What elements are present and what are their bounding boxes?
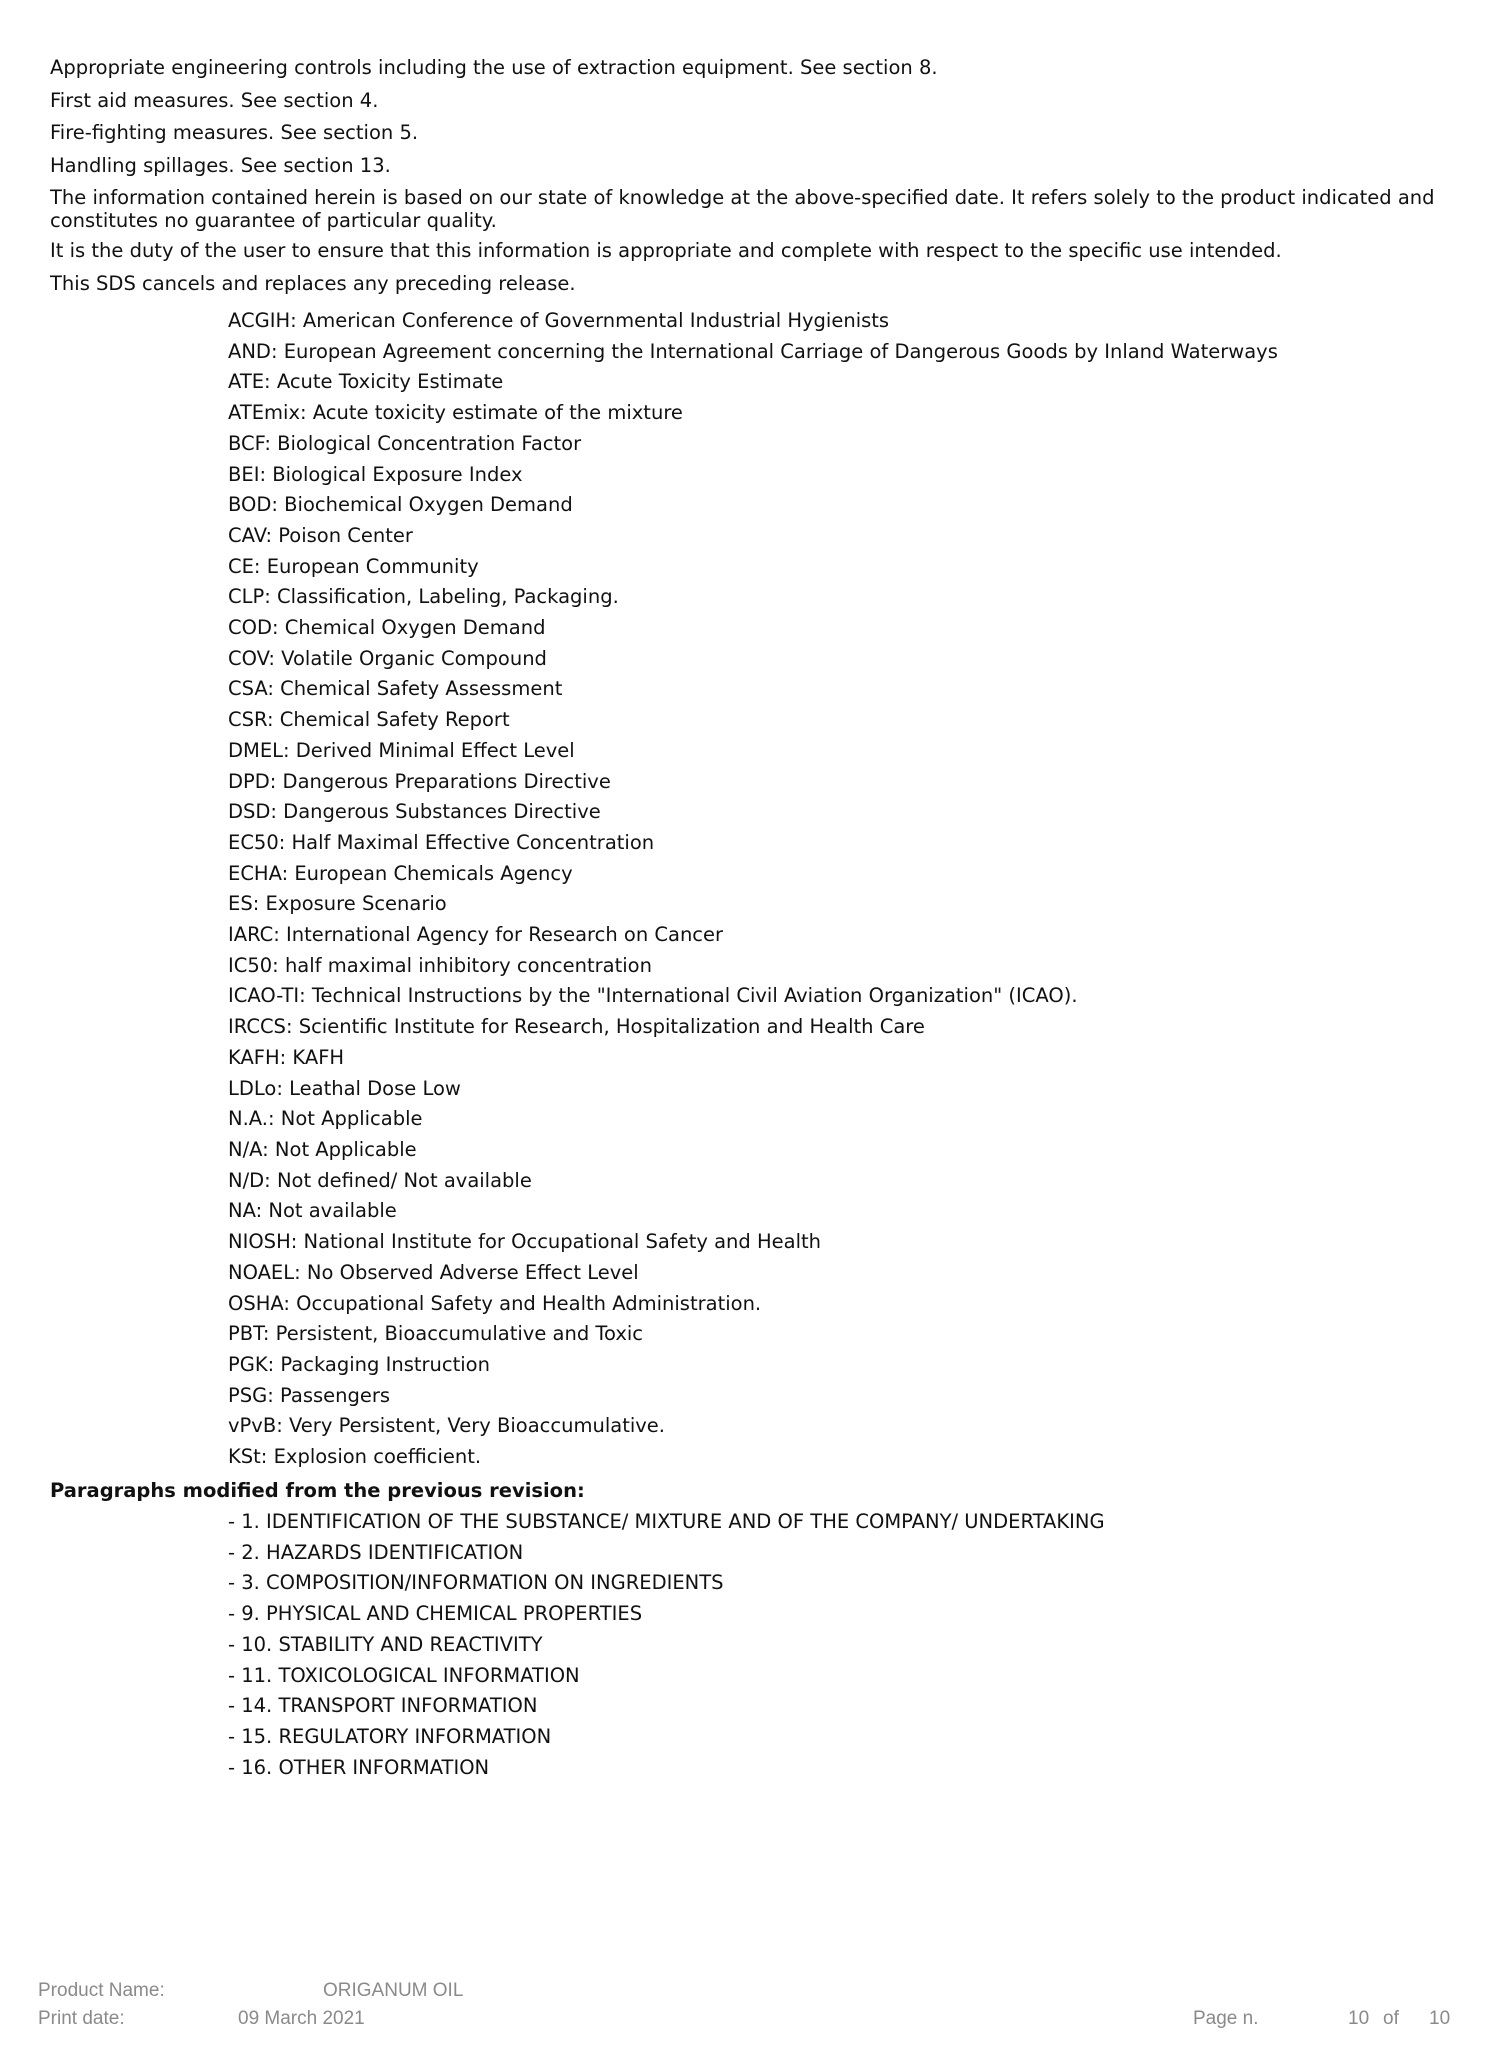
page-label: Page n. (1193, 2008, 1259, 2029)
abbreviation-item: OSHA: Occupational Safety and Health Administration. (228, 1291, 762, 1315)
abbreviation-item: NA: Not available (228, 1199, 397, 1223)
page-of: of (1383, 2008, 1399, 2029)
abbreviation-item: COD: Chemical Oxygen Demand (228, 616, 546, 640)
modified-section-item: - 15. REGULATORY INFORMATION (228, 1724, 552, 1748)
product-name-value: ORIGANUM OIL (323, 1980, 464, 2001)
modified-section-item: - 10. STABILITY AND REACTIVITY (228, 1632, 543, 1656)
abbreviation-item: NIOSH: National Institute for Occupational Safety and Health (228, 1230, 822, 1254)
intro-line: It is the duty of the user to ensure that this information is appropriate and complete with respect to the specific use intended. (50, 239, 1282, 262)
modified-section-item: - 3. COMPOSITION/INFORMATION ON INGREDIENTS (228, 1571, 724, 1595)
modified-section-item: - 11. TOXICOLOGICAL INFORMATION (228, 1663, 580, 1687)
page-total: 10 (1429, 2008, 1451, 2029)
intro-line: First aid measures. See section 4. (50, 88, 379, 112)
abbreviation-item: BCF: Biological Concentration Factor (228, 431, 582, 455)
intro-line: The information contained herein is based on our state of knowledge at the above-specified date. It refers solely to the product indicated and constitutes no guarantee of particular quality. (50, 186, 1435, 232)
abbreviation-item: N.A.: Not Applicable (228, 1107, 423, 1131)
modified-section-item: - 9. PHYSICAL AND CHEMICAL PROPERTIES (228, 1602, 643, 1626)
abbreviation-item: PBT: Persistent, Bioaccumulative and Toxic (228, 1322, 644, 1346)
intro-paragraphs (50, 56, 1450, 304)
abbreviation-item: COV: Volatile Organic Compound (228, 646, 547, 670)
intro-line: Appropriate engineering controls including the use of extraction equipment. See section 8. (50, 56, 938, 79)
modified-paragraphs-heading: Paragraphs modified from the previous revision: (50, 1479, 585, 1502)
abbreviation-item: CLP: Classification, Labeling, Packaging. (228, 585, 619, 609)
abbreviation-item: DMEL: Derived Minimal Effect Level (228, 738, 575, 762)
abbreviation-item: IARC: International Agency for Research on Cancer (228, 923, 724, 947)
abbreviation-item: ICAO-TI: Technical Instructions by the "International Civil Aviation Organization" (ICAO). (228, 984, 1078, 1008)
abbreviation-item: KSt: Explosion coefficient. (228, 1445, 482, 1469)
intro-line: This SDS cancels and replaces any preceding release. (50, 271, 576, 295)
abbreviation-item: ATE: Acute Toxicity Estimate (228, 370, 504, 394)
abbreviation-item: CSA: Chemical Safety Assessment (228, 677, 563, 701)
modified-section-item: - 1. IDENTIFICATION OF THE SUBSTANCE/ MIXTURE AND OF THE COMPANY/ UNDERTAKING (228, 1510, 1105, 1533)
modified-section-item: - 16. OTHER INFORMATION (228, 1755, 490, 1779)
product-name-label: Product Name: (38, 1980, 165, 2001)
intro-line: Fire-fighting measures. See section 5. (50, 121, 419, 144)
modified-section-item: - 14. TRANSPORT INFORMATION (228, 1694, 538, 1718)
abbreviation-item: IC50: half maximal inhibitory concentration (228, 953, 652, 977)
print-date-label: Print date: (38, 2008, 125, 2029)
abbreviation-item: ACGIH: American Conference of Governmental Industrial Hygienists (228, 309, 890, 332)
modified-section-item: - 2. HAZARDS IDENTIFICATION (228, 1540, 524, 1564)
abbreviation-item: BOD: Biochemical Oxygen Demand (228, 493, 573, 517)
print-date-value: 09 March 2021 (238, 2008, 365, 2029)
abbreviation-item: IRCCS: Scientific Institute for Research, Hospitalization and Health Care (228, 1015, 925, 1039)
abbreviation-item: ES: Exposure Scenario (228, 892, 447, 916)
intro-line: Handling spillages. See section 13. (50, 153, 391, 177)
abbreviation-item: NOAEL: No Observed Adverse Effect Level (228, 1260, 639, 1284)
abbreviation-item: AND: European Agreement concerning the International Carriage of Dangerous Goods by Inland Waterways (228, 339, 1278, 363)
abbreviation-item: BEI: Biological Exposure Index (228, 462, 523, 486)
abbreviation-item: KAFH: KAFH (228, 1045, 345, 1069)
abbreviation-item: EC50: Half Maximal Effective Concentration (228, 830, 655, 854)
abbreviation-item: PGK: Packaging Instruction (228, 1352, 490, 1376)
abbreviation-item: CSR: Chemical Safety Report (228, 708, 510, 732)
abbreviation-item: LDLo: Leathal Dose Low (228, 1076, 461, 1100)
abbreviation-item: ATEmix: Acute toxicity estimate of the mixture (228, 401, 683, 425)
abbreviation-item: CAV: Poison Center (228, 523, 413, 547)
abbreviation-item: ECHA: European Chemicals Agency (228, 861, 573, 885)
abbreviation-item: DSD: Dangerous Substances Directive (228, 800, 601, 824)
abbreviation-item: N/A: Not Applicable (228, 1137, 417, 1161)
abbreviations-list (228, 306, 1448, 1473)
abbreviation-item: CE: European Community (228, 554, 479, 578)
page-current: 10 (1348, 2008, 1370, 2029)
abbreviation-item: N/D: Not defined/ Not available (228, 1168, 532, 1192)
modified-sections-list (228, 1507, 1448, 1783)
abbreviation-item: DPD: Dangerous Preparations Directive (228, 769, 611, 793)
abbreviation-item: vPvB: Very Persistent, Very Bioaccumulative. (228, 1414, 665, 1438)
abbreviation-item: PSG: Passengers (228, 1383, 391, 1407)
